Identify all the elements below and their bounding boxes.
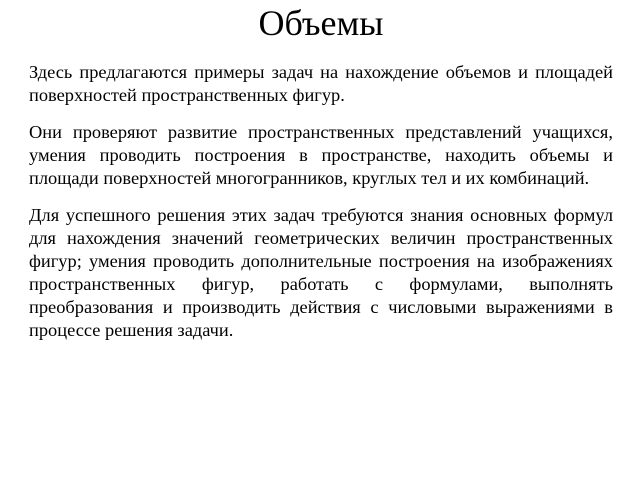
paragraph-requirements: Для успешного решения этих задач требуются знания основных формул для нахождения значений геометрических величин пространственных фигур; умения проводить дополнительные построения на изображениях пространственных фигур, работать с формулами, выполнять преобразования и производить действия с числовыми выражениями в процессе решения задачи.	[29, 205, 613, 340]
slide-title: Объемы	[258, 3, 384, 43]
paragraph-skills: Они проверяют развитие пространственных представлений учащихся, умения проводить построения в пространстве, находить объемы и площади поверхностей многогранников, круглых тел и их комбинаций.	[29, 122, 613, 188]
paragraph-intro: Здесь предлагаются примеры задач на нахождение объемов и площадей поверхностей пространственных фигур.	[29, 62, 613, 105]
